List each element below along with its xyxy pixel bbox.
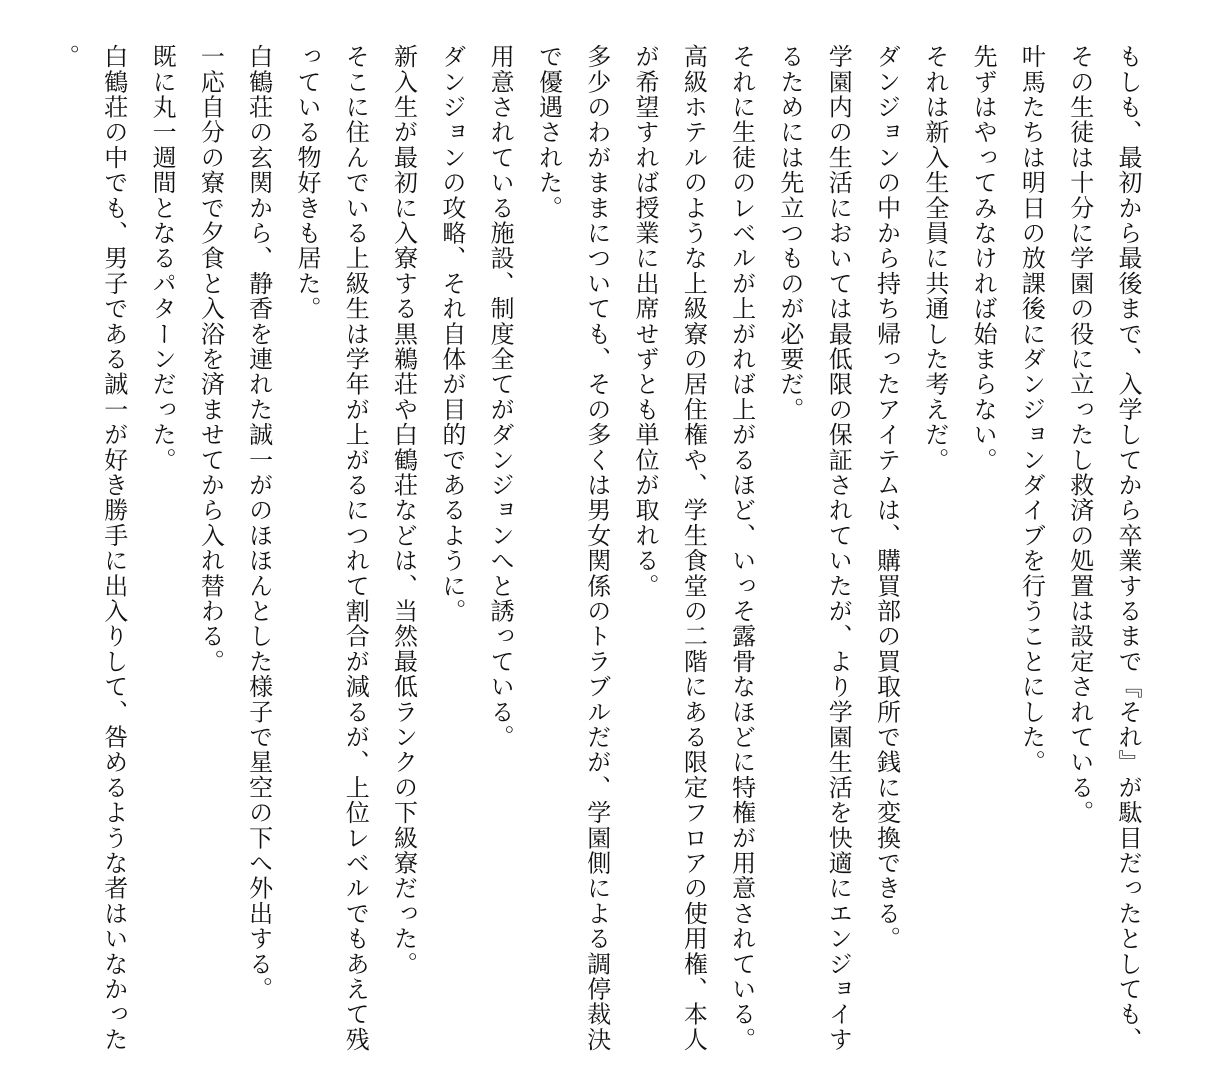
paragraph-5: ダンジョンの中から持ち帰ったアイテムは、購買部の買取所で銭に変換できる。	[872, 44, 901, 952]
paragraph-4: それは新入生全員に共通した考えだ。	[920, 44, 949, 473]
paragraph-6: 学園内の生活においては最低限の保証されていたが、より学園生活を快適にエンジョイするためには先立つものが必要だ。	[775, 44, 853, 1052]
paragraph-9: 多少のわがままについても、その多くは男女関係のトラブルだが、学園側による調停裁決で優遇された。	[534, 44, 611, 1052]
vertical-text-body	[41, 44, 1152, 1054]
paragraph-12: 新入生が最初に入寮する黒鵜荘や白鶴荘などは、当然最低ランクの下級寮だった。	[389, 44, 418, 977]
paragraph-17: 白鶴荘の中でも、男子である誠一が好き勝手に出入りして、咎めるような者はいなかった。	[51, 44, 128, 1052]
paragraph-16: 既に丸一週間となるパターンだった。	[148, 44, 177, 473]
paragraph-7: それに生徒のレベルが上がれば上がるほど、いっそ露骨なほどに特権が用意されている。	[727, 44, 756, 1052]
paragraph-15: 一応自分の寮で夕食と入浴を済ませてから入れ替わる。	[196, 44, 225, 674]
paragraph-13: そこに住んでいる上級生は学年が上がるにつれて割合が減るが、上位レベルでもあえて残っている物好きも居た。	[292, 44, 370, 1052]
paragraph-11: ダンジョンの攻略、それ自体が目的であるように。	[437, 44, 466, 624]
paragraph-2: 叶馬たちは明日の放課後にダンジョンダイブを行うことにした。	[1017, 44, 1046, 775]
paragraph-14: 白鶴荘の玄関から、静香を連れた誠一がのほほんとした様子で星空の下へ外出する。	[244, 44, 273, 1002]
paragraph-3: 先ずはやってみなければ始まらない。	[969, 44, 998, 473]
paragraph-1: もしも、最初から最後まで、入学してから卒業するまで『それ』が駄目だったとしても、その生徒は十分に学園の役に立ったし救済の処置は設定されている。	[1065, 44, 1142, 1052]
paragraph-10: 用意されている施設、制度全てがダンジョンへと誘っている。	[486, 44, 515, 750]
paragraph-8: 高級ホテルのような上級寮の居住権や、学生食堂の二階にある限定フロアの使用権、本人が希望すれば授業に出席せずとも単位が取れる。	[631, 44, 708, 1052]
